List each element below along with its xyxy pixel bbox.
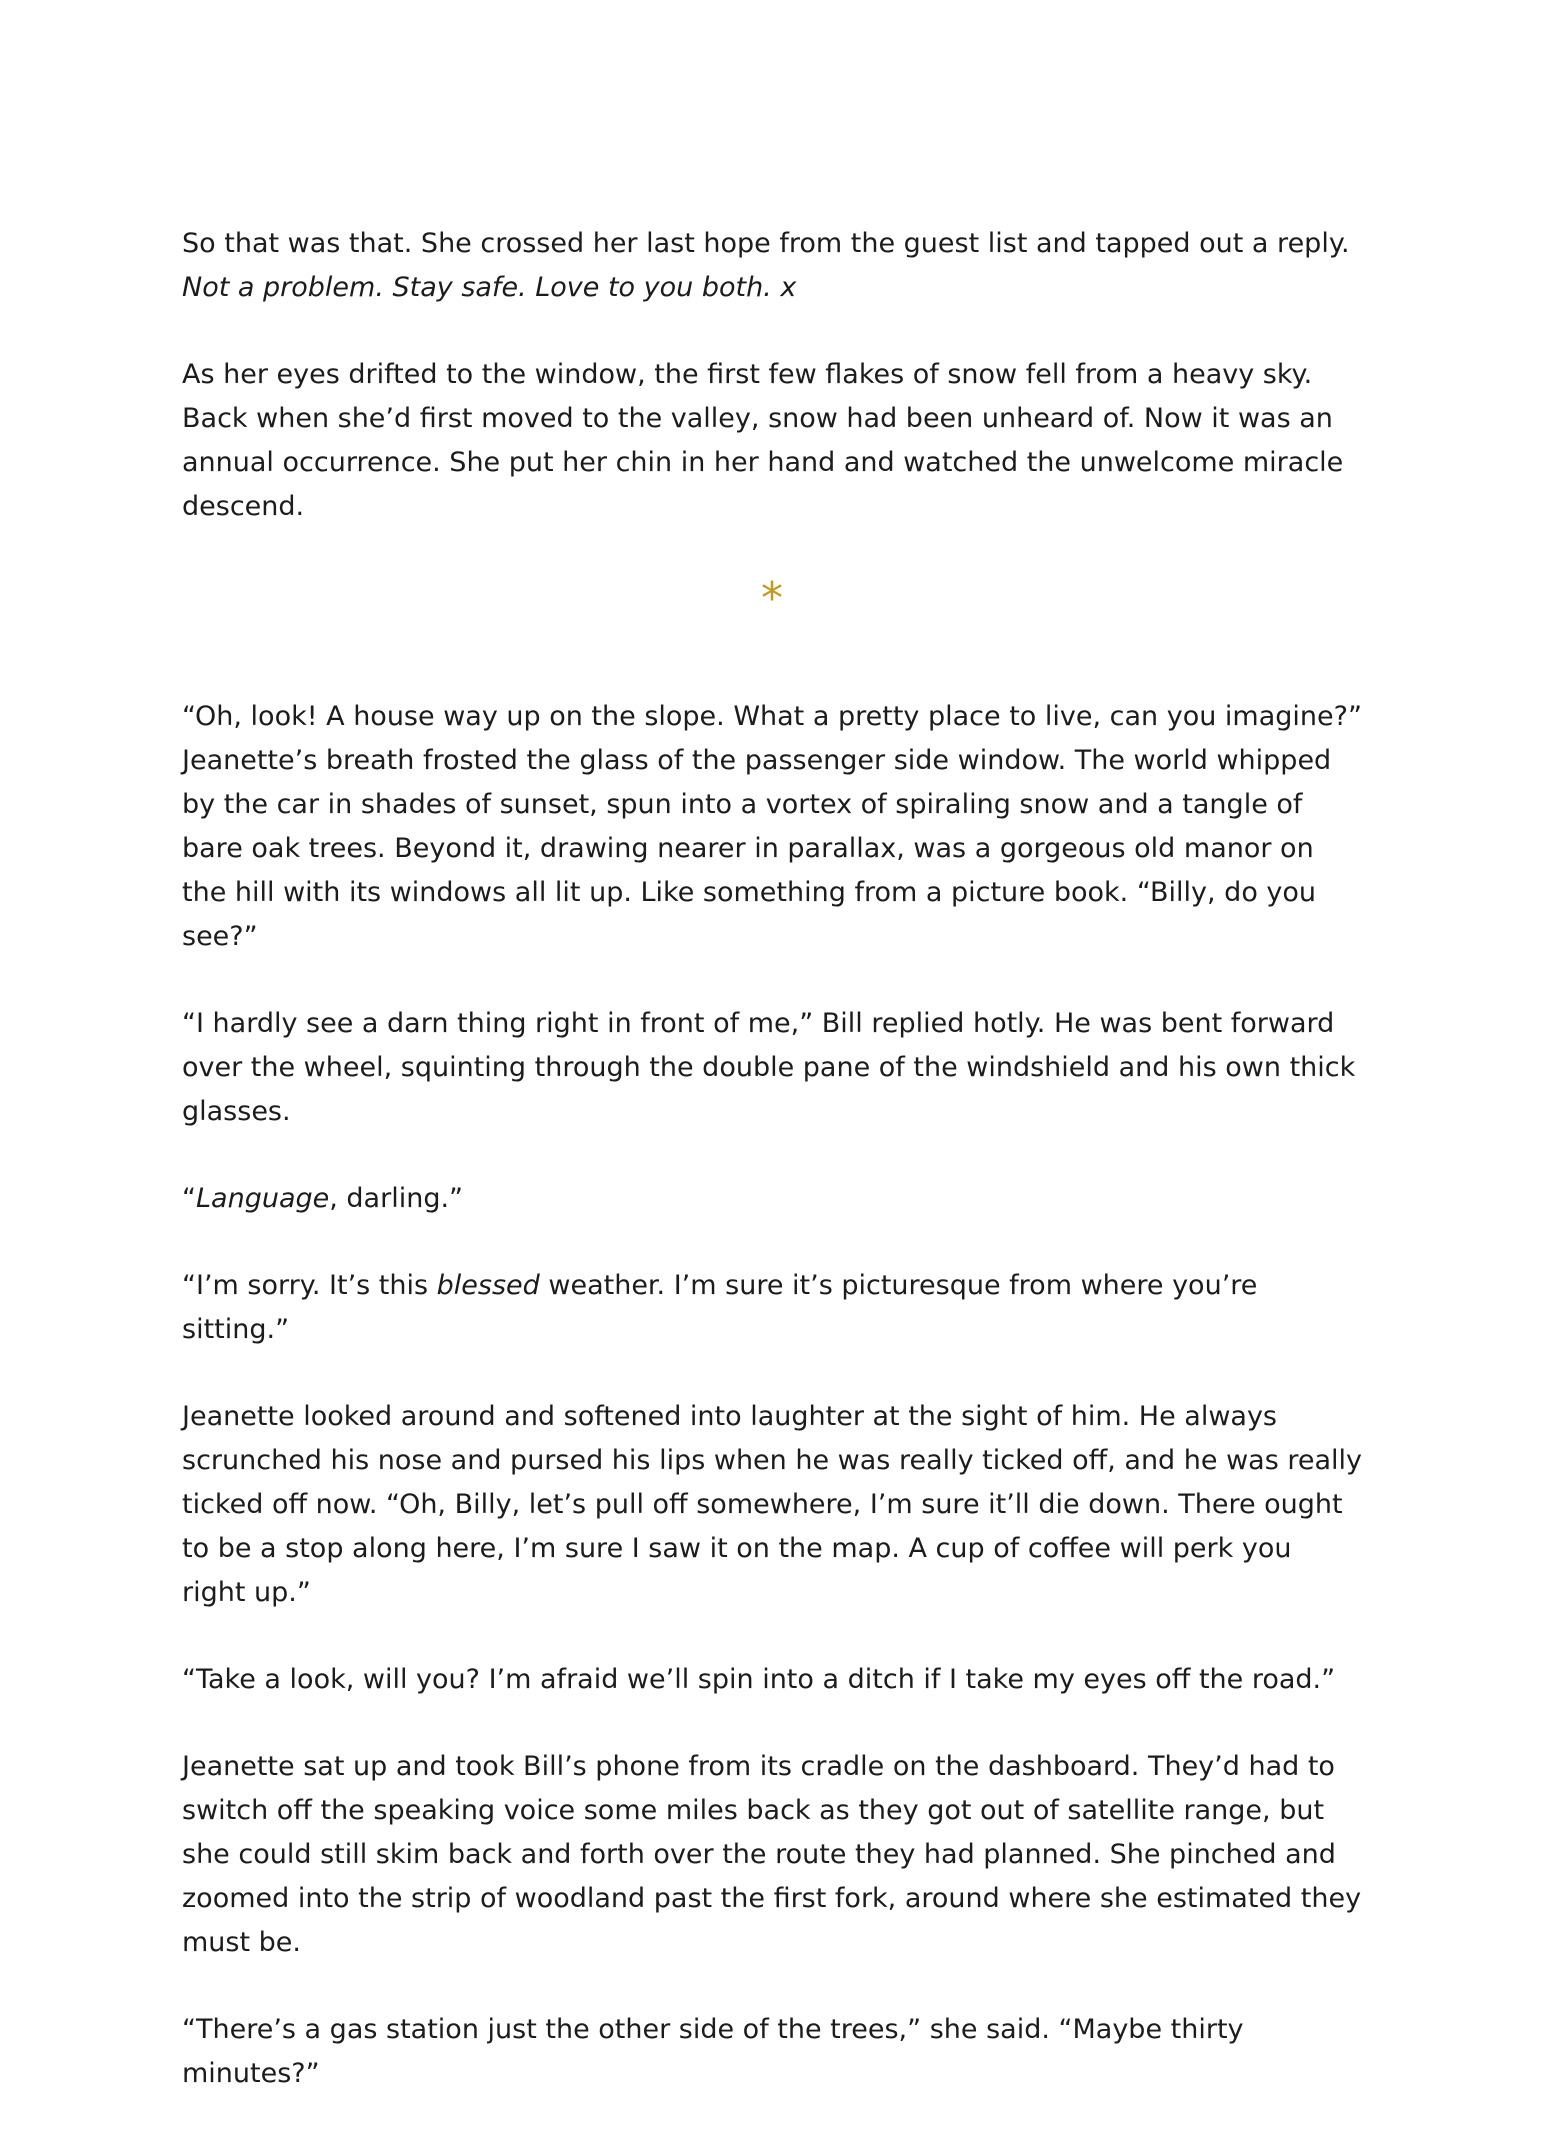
paragraph-language: [182, 1177, 1362, 1221]
paragraph-laughter: [182, 1395, 1362, 1615]
paragraph-reply: [182, 222, 1362, 310]
document-page: [182, 222, 1362, 2139]
paragraph-text: Jeanette looked around and softened into laughter at the sight of him. He always scrunched his nose and pursed his lips when he was really ticked off, and he was really ticked off now. “Oh, Billy, let’s pull off somewhere, I’m sure it’ll die down. There ought to be a stop along here, I’m sure I saw it on the map. A cup of coffee will perk you right up.”: [182, 1401, 1363, 1608]
paragraph-text: Jeanette sat up and took Bill’s phone from its cradle on the dashboard. They’d had to switch off the speaking voice some miles back as they got out of satellite range, but she could still skim back and forth over the route they had planned. She pinched and zoomed into the strip of woodland past the first fork, around where she estimated they must be.: [182, 1751, 1362, 1958]
paragraph-text-italic: Not a problem. Stay safe. Love to you both. x: [182, 272, 797, 303]
paragraph-text: As her eyes drifted to the window, the first few flakes of snow fell from a heavy sky. Back when she’d first moved to the valley, snow had been unheard of. Now it was an annual occurrence. She put her chin in her hand and watched the unwelcome miracle descend.: [182, 359, 1344, 522]
paragraph-text: , darling.”: [329, 1183, 464, 1214]
paragraph-weather: [182, 1264, 1362, 1352]
paragraph-text: “I’m sorry. It’s this: [182, 1270, 437, 1301]
paragraph-text: “Take a look, will you? I’m afraid we’ll spin into a ditch if I take my eyes off the road.”: [182, 1664, 1336, 1695]
paragraph-text: “There’s a gas station just the other side of the trees,” she said. “Maybe thirty minutes?”: [182, 2014, 1244, 2089]
paragraph-text-italic: Language: [196, 1183, 330, 1214]
paragraph-house: [182, 695, 1362, 959]
paragraph-text: So that was that. She crossed her last hope from the guest list and tapped out a reply.: [182, 228, 1350, 259]
paragraph-phone: [182, 1745, 1362, 1965]
paragraph-text: “Oh, look! A house way up on the slope. What a pretty place to live, can you imagine?” Jeanette’s breath frosted the glass of the passenger side window. The world whipped by the car in shades of sunset, spun into a vortex of spiraling snow and a tangle of bare oak trees. Beyond it, drawing nearer in parallax, was a gorgeous old manor on the hill with its windows all lit up. Like something from a picture book. “Billy, do you see?”: [182, 701, 1362, 952]
paragraph-gas-station: [182, 2008, 1362, 2096]
paragraph-snow: [182, 353, 1362, 529]
paragraph-text: “I hardly see a darn thing right in front of me,” Bill replied hotly. He was bent forward over the wheel, squinting through the double pane of the windshield and his own thick glasses.: [182, 1008, 1356, 1127]
paragraph-take-a-look: [182, 1658, 1362, 1702]
paragraph-bill-reply: [182, 1002, 1362, 1134]
section-divider-asterisk: *: [761, 573, 783, 624]
paragraph-text-italic: blessed: [436, 1270, 540, 1301]
paragraph-text: “: [182, 1183, 196, 1214]
paragraph-text: weather. I’m sure it’s picturesque from where you’re sitting.”: [182, 1270, 1258, 1345]
